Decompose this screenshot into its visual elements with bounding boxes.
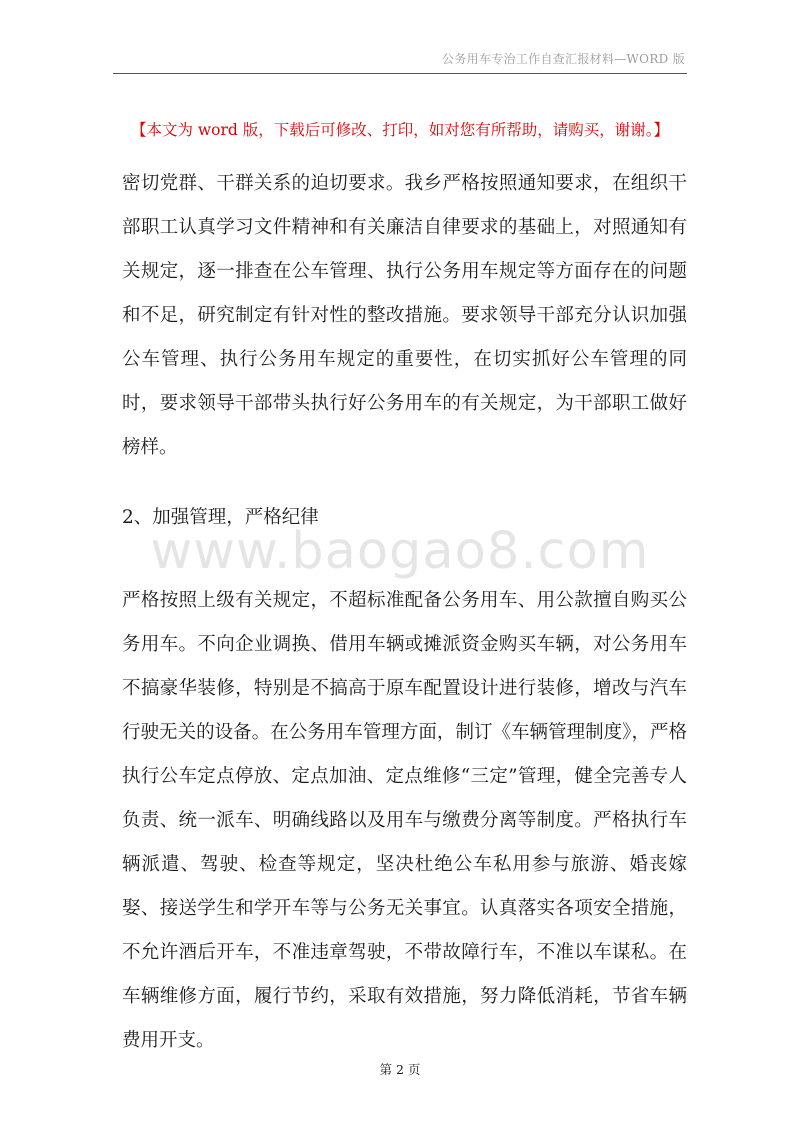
section-heading: 2、加强管理，严格纪律 — [122, 507, 319, 528]
download-notice: 【本文为 word 版，下载后可修改、打印，如对您有所帮助，请购买，谢谢。】 — [130, 121, 670, 139]
header-divider — [113, 73, 687, 74]
watermark: www.baogao8.com — [150, 522, 650, 581]
running-header: 公务用车专治工作自查汇报材料—WORD 版 — [442, 52, 685, 66]
body-paragraph-2: 严格按照上级有关规定，不超标准配备公务用车、用公款擅自购买公务用车。不向企业调换、借用车辆或摊派资金购买车辆，对公务用车不搞豪华装修，特别是不搞高于原车配置设计进行装修，增改与汽车行驶无关的设备。在公务用车管理方面，制订《车辆管理制度》，严格执行公车定点停放、定点加油、定点维修“三定”管理，健全完善专人负责、统一派车、明确线路以及用车与缴费分离等制度。严格执行车辆派遣、驾驶、检查等规定，坚决杜绝公车私用参与旅游、婚丧嫁娶、接送学生和学开车等与公务无关事宜。认真落实各项安全措施，不允许酒后开车，不准违章驾驶，不带故障行车，不准以车谋私。在车辆维修方面，履行节约，采取有效措施，努力降低消耗，节省车辆费用开支。 — [122, 590, 687, 1051]
page-number: 第 2 页 — [379, 1062, 421, 1077]
body-paragraph-1: 密切党群、干群关系的迫切要求。我乡严格按照通知要求，在组织干部职工认真学习文件精神和有关廉洁自律要求的基础上，对照通知有关规定，逐一排查在公车管理、执行公务用车规定等方面存在的问题和不足，研究制定有针对性的整改措施。要求领导干部充分认识加强公车管理、执行公务用车规定的重要性，在切实抓好公车管理的同时，要求领导干部带头执行好公务用车的有关规定，为干部职工做好榜样。 — [122, 173, 687, 458]
